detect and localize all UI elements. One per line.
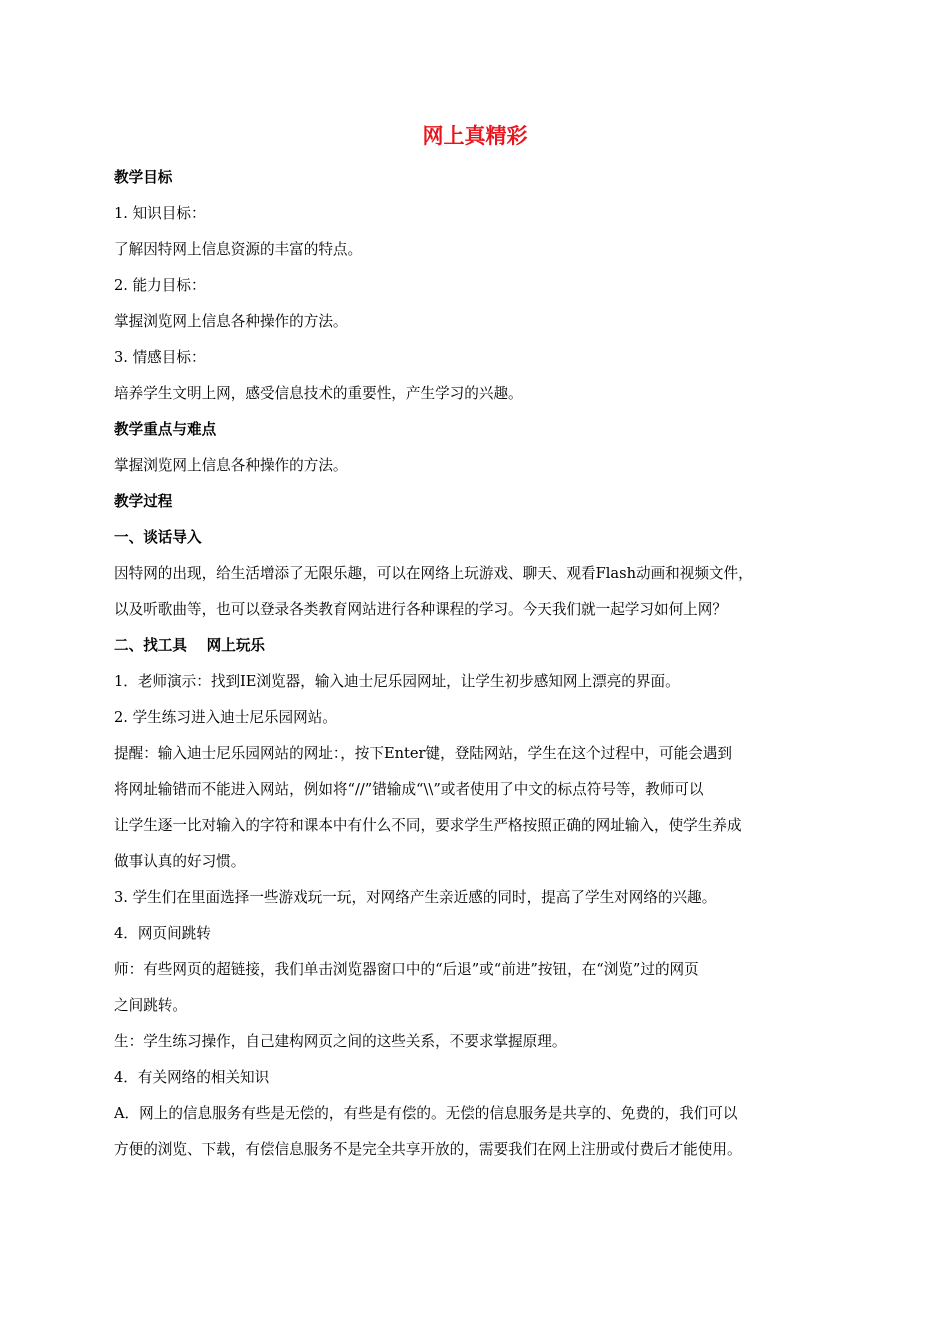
document-body xyxy=(114,160,849,1168)
step-4: 4．网页间跳转 xyxy=(114,925,211,942)
heading-part-1: 一、谈话导入 xyxy=(114,529,202,546)
step-3: 3. 学生们在里面选择一些游戏玩一玩，对网络产生亲近感的同时，提高了学生对网络的兴趣。 xyxy=(114,889,717,906)
heading-teaching-goals: 教学目标 xyxy=(114,169,173,186)
document-title: 网上真精彩 xyxy=(422,123,528,148)
step-2: 2. 学生练习进入迪士尼乐园网站。 xyxy=(114,709,337,726)
teacher-line-1: 师：有些网页的超链接，我们单击浏览器窗口中的“后退”或“前进”按钮，在“浏览”过的网页 xyxy=(114,961,699,978)
goal-2-label: 2. 能力目标： xyxy=(114,277,206,294)
reminder-line-4: 做事认真的好习惯。 xyxy=(114,853,246,870)
step-5: 4．有关网络的相关知识 xyxy=(114,1069,270,1086)
goal-2-text: 掌握浏览网上信息各种操作的方法。 xyxy=(114,313,348,330)
heading-part-2: 二、找工具 网上玩乐 xyxy=(114,637,266,654)
paragraph-intro-line-1: 因特网的出现，给生活增添了无限乐趣，可以在网络上玩游戏、聊天、观看Flash动画和视频文件， xyxy=(114,565,753,582)
heading-teaching-process: 教学过程 xyxy=(114,493,173,510)
reminder-line-2: 将网址输错而不能进入网站，例如将“//”错输成“\\”或者使用了中文的标点符号等，教师可以 xyxy=(114,781,704,798)
step-1: 1．老师演示：找到IE浏览器，输入迪士尼乐园网址，让学生初步感知网上漂亮的界面。 xyxy=(114,673,680,690)
knowledge-a-line-2: 方便的浏览、下载，有偿信息服务不是完全共享开放的，需要我们在网上注册或付费后才能使用。 xyxy=(114,1141,742,1158)
goal-3-label: 3. 情感目标： xyxy=(114,349,206,366)
paragraph-intro-line-2: 以及听歌曲等，也可以登录各类教育网站进行各种课程的学习。今天我们就一起学习如何上网？ xyxy=(114,601,727,618)
teacher-line-2: 之间跳转。 xyxy=(114,997,187,1014)
key-points-text: 掌握浏览网上信息各种操作的方法。 xyxy=(114,457,348,474)
goal-1-text: 了解因特网上信息资源的丰富的特点。 xyxy=(114,241,363,258)
knowledge-a-line-1: A．网上的信息服务有些是无偿的，有些是有偿的。无偿的信息服务是共享的、免费的，我们可以 xyxy=(114,1105,738,1122)
goal-3-text: 培养学生文明上网，感受信息技术的重要性，产生学习的兴趣。 xyxy=(114,385,523,402)
student-line: 生：学生练习操作，自己建构网页之间的这些关系，不要求掌握原理。 xyxy=(114,1033,567,1050)
heading-key-points: 教学重点与难点 xyxy=(114,421,217,438)
goal-1-label: 1. 知识目标： xyxy=(114,205,206,222)
reminder-line-1: 提醒：输入迪士尼乐园网站的网址：，按下Enter键，登陆网站，学生在这个过程中，可能会遇到 xyxy=(114,745,732,762)
reminder-line-3: 让学生逐一比对输入的字符和课本中有什么不同，要求学生严格按照正确的网址输入，使学生养成 xyxy=(114,817,742,834)
